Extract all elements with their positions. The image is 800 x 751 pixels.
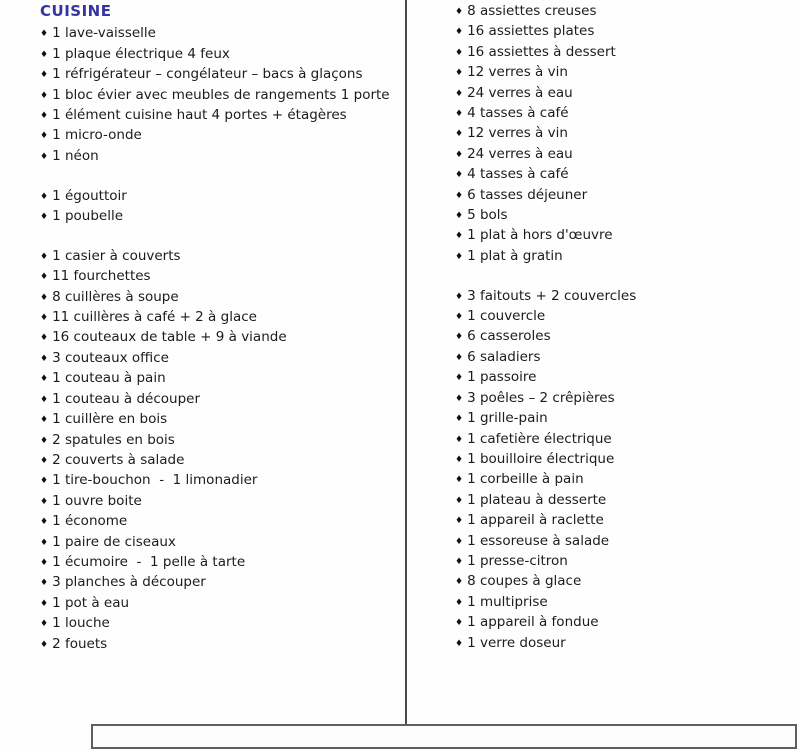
- diamond-bullet-icon: ♦: [455, 27, 464, 38]
- list-item-label: 8 cuillères à soupe: [52, 288, 179, 305]
- list-item: [40, 106, 402, 126]
- list-item-label: 2 fouets: [52, 635, 108, 652]
- diamond-bullet-icon: ♦: [40, 151, 49, 162]
- diamond-bullet-icon: ♦: [455, 516, 464, 527]
- list-item-label: 1 ouvre boite: [52, 492, 142, 509]
- list-item-label: 11 cuillères à café + 2 à glace: [52, 309, 257, 326]
- diamond-bullet-icon: ♦: [40, 251, 49, 262]
- list-item-label: 1 couteau à pain: [52, 370, 166, 387]
- list-item-label: 1 casier à couverts: [52, 247, 181, 264]
- section-title: CUISINE: [40, 2, 112, 20]
- list-item: [455, 145, 795, 165]
- list-item-label: 3 faitouts + 2 couvercles: [467, 287, 637, 304]
- list-item: [40, 207, 402, 227]
- right-column-list: [455, 2, 795, 654]
- diamond-bullet-icon: ♦: [40, 49, 49, 60]
- list-item-label: 1 lave-vaisselle: [52, 25, 156, 42]
- diamond-bullet-icon: ♦: [40, 272, 49, 283]
- list-item: [455, 613, 795, 633]
- list-item-label: 6 casseroles: [467, 328, 551, 345]
- diamond-bullet-icon: ♦: [40, 557, 49, 568]
- column-divider-line: [405, 0, 407, 724]
- diamond-bullet-icon: ♦: [455, 47, 464, 58]
- diamond-bullet-icon: ♦: [455, 88, 464, 99]
- list-item-label: 1 appareil à raclette: [467, 512, 604, 529]
- list-item: [40, 431, 402, 451]
- list-item-label: 1 presse-citron: [467, 552, 568, 569]
- diamond-bullet-icon: ♦: [40, 578, 49, 589]
- diamond-bullet-icon: ♦: [40, 353, 49, 364]
- diamond-bullet-icon: ♦: [455, 577, 464, 588]
- list-item-label: 1 couteau à découper: [52, 390, 201, 407]
- list-item-label: 1 plateau à desserte: [467, 491, 607, 508]
- diamond-bullet-icon: ♦: [455, 495, 464, 506]
- list-group: [455, 287, 795, 654]
- list-item: [40, 65, 402, 85]
- diamond-bullet-icon: ♦: [455, 170, 464, 181]
- list-item: [455, 124, 795, 144]
- list-item: [455, 552, 795, 572]
- diamond-bullet-icon: ♦: [40, 374, 49, 385]
- diamond-bullet-icon: ♦: [455, 190, 464, 201]
- list-item-label: 16 assiettes plates: [467, 23, 595, 40]
- left-column-list: [40, 24, 402, 655]
- empty-footer-box: [91, 724, 797, 749]
- list-item: [455, 307, 795, 327]
- list-item-label: 1 écumoire - 1 pelle à tarte: [52, 553, 246, 570]
- diamond-bullet-icon: ♦: [455, 149, 464, 160]
- diamond-bullet-icon: ♦: [455, 454, 464, 465]
- list-group: [40, 24, 402, 167]
- diamond-bullet-icon: ♦: [455, 211, 464, 222]
- diamond-bullet-icon: ♦: [40, 455, 49, 466]
- list-item-label: 1 multiprise: [467, 593, 548, 610]
- diamond-bullet-icon: ♦: [40, 619, 49, 630]
- list-item: [40, 451, 402, 471]
- list-item: [40, 126, 402, 146]
- list-item: [40, 410, 402, 430]
- diamond-bullet-icon: ♦: [40, 90, 49, 101]
- list-item: [455, 389, 795, 409]
- list-item: [455, 634, 795, 654]
- diamond-bullet-icon: ♦: [40, 496, 49, 507]
- list-item-label: 1 corbeille à pain: [467, 471, 584, 488]
- list-item-label: 4 tasses à café: [467, 166, 569, 183]
- list-item: [455, 327, 795, 347]
- list-item-label: 1 égouttoir: [52, 187, 127, 204]
- list-item: [455, 247, 795, 267]
- list-item: [455, 572, 795, 592]
- list-item-label: 1 pot à eau: [52, 594, 130, 611]
- diamond-bullet-icon: ♦: [455, 332, 464, 343]
- list-item-label: 1 cafetière électrique: [467, 430, 612, 447]
- diamond-bullet-icon: ♦: [40, 435, 49, 446]
- list-item: [455, 63, 795, 83]
- list-item-label: 3 poêles – 2 crêpières: [467, 389, 615, 406]
- diamond-bullet-icon: ♦: [40, 333, 49, 344]
- list-item: [40, 635, 402, 655]
- list-item: [40, 147, 402, 167]
- list-item-label: 1 plat à hors d'œuvre: [467, 227, 613, 244]
- diamond-bullet-icon: ♦: [40, 394, 49, 405]
- diamond-bullet-icon: ♦: [455, 291, 464, 302]
- list-item: [40, 614, 402, 634]
- list-group: [40, 247, 402, 655]
- list-item: [40, 288, 402, 308]
- diamond-bullet-icon: ♦: [40, 639, 49, 650]
- list-item-label: 4 tasses à café: [467, 105, 569, 122]
- diamond-bullet-icon: ♦: [455, 352, 464, 363]
- list-item: [455, 348, 795, 368]
- list-item-label: 1 élément cuisine haut 4 portes + étagères: [52, 107, 347, 124]
- list-group: [40, 187, 402, 228]
- list-item-label: 1 plat à gratin: [467, 247, 563, 264]
- diamond-bullet-icon: ♦: [40, 292, 49, 303]
- diamond-bullet-icon: ♦: [455, 231, 464, 242]
- diamond-bullet-icon: ♦: [40, 29, 49, 40]
- list-item: [40, 594, 402, 614]
- list-item-label: 11 fourchettes: [52, 268, 151, 285]
- list-group: [455, 2, 795, 267]
- list-item-label: 1 tire-bouchon - 1 limonadier: [52, 472, 258, 489]
- list-item-label: 1 paire de ciseaux: [52, 533, 176, 550]
- list-item: [455, 491, 795, 511]
- list-item-label: 1 verre doseur: [467, 634, 566, 651]
- list-item-label: 16 couteaux de table + 9 à viande: [52, 329, 287, 346]
- list-item-label: 24 verres à eau: [467, 84, 573, 101]
- list-item-label: 6 tasses déjeuner: [467, 186, 588, 203]
- list-item-label: 2 couverts à salade: [52, 451, 185, 468]
- diamond-bullet-icon: ♦: [40, 191, 49, 202]
- list-item: [40, 349, 402, 369]
- list-item: [40, 390, 402, 410]
- list-item-label: 12 verres à vin: [467, 125, 568, 142]
- list-item: [455, 226, 795, 246]
- list-item-label: 1 louche: [52, 615, 110, 632]
- diamond-bullet-icon: ♦: [40, 212, 49, 223]
- left-column: [40, 2, 402, 655]
- list-item: [455, 470, 795, 490]
- list-item: [455, 22, 795, 42]
- diamond-bullet-icon: ♦: [40, 476, 49, 487]
- diamond-bullet-icon: ♦: [40, 111, 49, 122]
- list-item-label: 1 bloc évier avec meubles de rangements 1 porte: [52, 86, 390, 103]
- list-item: [455, 593, 795, 613]
- list-item: [40, 471, 402, 491]
- list-item: [40, 328, 402, 348]
- diamond-bullet-icon: ♦: [40, 70, 49, 81]
- list-item-label: 1 néon: [52, 147, 99, 164]
- list-item-label: 1 grille-pain: [467, 410, 548, 427]
- list-item: [455, 532, 795, 552]
- list-item: [455, 409, 795, 429]
- list-item: [455, 186, 795, 206]
- list-item-label: 1 plaque électrique 4 feux: [52, 45, 230, 62]
- diamond-bullet-icon: ♦: [455, 109, 464, 120]
- diamond-bullet-icon: ♦: [455, 536, 464, 547]
- list-item: [40, 187, 402, 207]
- list-item: [40, 533, 402, 553]
- diamond-bullet-icon: ♦: [455, 393, 464, 404]
- list-item: [455, 165, 795, 185]
- list-item: [40, 308, 402, 328]
- list-item: [455, 368, 795, 388]
- list-item: [455, 511, 795, 531]
- list-item: [40, 247, 402, 267]
- list-item-label: 5 bols: [467, 207, 508, 224]
- diamond-bullet-icon: ♦: [40, 415, 49, 426]
- list-item: [40, 267, 402, 287]
- list-item: [455, 450, 795, 470]
- right-column: [455, 2, 795, 654]
- diamond-bullet-icon: ♦: [455, 434, 464, 445]
- list-item: [455, 206, 795, 226]
- list-item: [455, 84, 795, 104]
- list-item-label: 1 passoire: [467, 369, 537, 386]
- list-item: [40, 45, 402, 65]
- list-item-label: 3 planches à découper: [52, 574, 206, 591]
- list-item: [455, 2, 795, 22]
- diamond-bullet-icon: ♦: [455, 638, 464, 649]
- list-item: [455, 430, 795, 450]
- list-item: [40, 492, 402, 512]
- list-item: [40, 86, 402, 106]
- diamond-bullet-icon: ♦: [455, 414, 464, 425]
- list-item-label: 24 verres à eau: [467, 145, 573, 162]
- list-item: [40, 573, 402, 593]
- diamond-bullet-icon: ♦: [40, 517, 49, 528]
- list-item: [455, 104, 795, 124]
- list-item-label: 1 économe: [52, 513, 128, 530]
- list-item-label: 1 micro-onde: [52, 127, 142, 144]
- list-item: [40, 369, 402, 389]
- list-item-label: 3 couteaux office: [52, 349, 169, 366]
- diamond-bullet-icon: ♦: [455, 373, 464, 384]
- list-item-label: 1 réfrigérateur – congélateur – bacs à glaçons: [52, 66, 363, 83]
- list-item: [40, 553, 402, 573]
- diamond-bullet-icon: ♦: [40, 131, 49, 142]
- list-item-label: 1 cuillère en bois: [52, 411, 168, 428]
- list-item-label: 6 saladiers: [467, 348, 541, 365]
- diamond-bullet-icon: ♦: [455, 597, 464, 608]
- list-item: [40, 512, 402, 532]
- diamond-bullet-icon: ♦: [455, 251, 464, 262]
- diamond-bullet-icon: ♦: [455, 68, 464, 79]
- list-item: [455, 43, 795, 63]
- list-item-label: 1 bouilloire électrique: [467, 450, 615, 467]
- diamond-bullet-icon: ♦: [455, 475, 464, 486]
- diamond-bullet-icon: ♦: [40, 537, 49, 548]
- list-item-label: 2 spatules en bois: [52, 431, 175, 448]
- list-item-label: 8 coupes à glace: [467, 573, 582, 590]
- list-item-label: 1 essoreuse à salade: [467, 532, 610, 549]
- diamond-bullet-icon: ♦: [40, 598, 49, 609]
- diamond-bullet-icon: ♦: [455, 556, 464, 567]
- diamond-bullet-icon: ♦: [455, 7, 464, 17]
- list-item-label: 16 assiettes à dessert: [467, 43, 616, 60]
- diamond-bullet-icon: ♦: [455, 618, 464, 629]
- list-item-label: 1 poubelle: [52, 208, 124, 225]
- list-item-label: 8 assiettes creuses: [467, 3, 597, 19]
- diamond-bullet-icon: ♦: [455, 129, 464, 140]
- list-item-label: 1 appareil à fondue: [467, 614, 599, 631]
- list-item-label: 1 couvercle: [467, 308, 546, 325]
- diamond-bullet-icon: ♦: [455, 312, 464, 323]
- list-item-label: 12 verres à vin: [467, 64, 568, 81]
- list-item: [40, 24, 402, 44]
- diamond-bullet-icon: ♦: [40, 313, 49, 324]
- list-item: [455, 287, 795, 307]
